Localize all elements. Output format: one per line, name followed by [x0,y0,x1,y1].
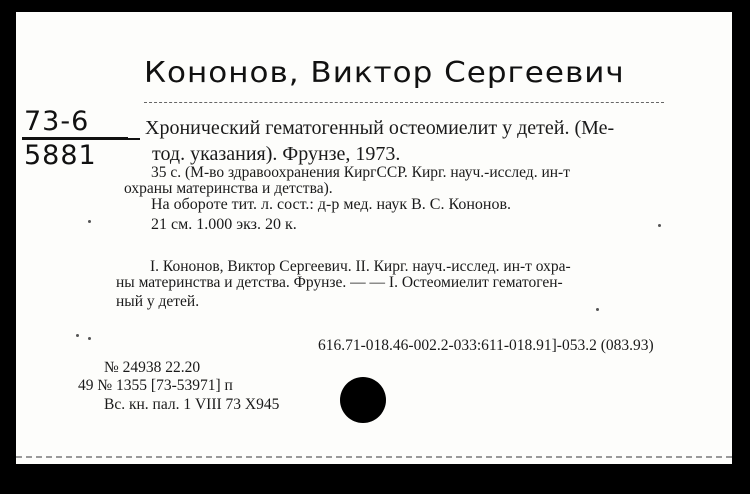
call-number-bottom: 5881 [24,140,97,171]
inventory-line-3: Вс. кн. пал. 1 VIII 73 Х945 [104,396,280,413]
ink-speck [658,224,661,227]
udc-classification: 616.71-018.46-002.2-033:611-018.91]-053.2 (083.93) [318,337,654,354]
catalog-card [16,12,732,464]
title-line-1: Хронический гематогенный остеомиелит у детей. (Ме- [145,117,615,139]
ink-speck [76,334,79,337]
handwritten-author-heading: Кононов, Виктор Сергеевич [144,56,625,90]
tracing-line-1: I. Кононов, Виктор Сергеевич. II. Кирг. науч.-исслед. ин-т охра- [150,258,571,275]
ink-speck [88,337,91,340]
inventory-line-1: № 24938 22.20 [104,359,201,376]
call-number-divider-tail [128,138,140,140]
ink-speck [596,308,599,311]
punched-hole [340,377,386,423]
author-dotted-line [144,102,664,103]
tracing-line-3: ный у детей. [116,293,200,310]
title-line-2: тод. указания). Фрунзе, 1973. [152,143,401,165]
inventory-line-2: 49 № 1355 [73-53971] п [78,377,233,394]
series-line: охраны материнства и детства). [124,180,333,197]
call-number-top: 73-6 [24,106,90,137]
note-line: На обороте тит. л. сост.: д-р мед. наук В. С. Кононов. [151,196,511,213]
collation-line: 35 с. (М-во здравоохранения КиргССР. Кирг. науч.-исслед. ин-т [151,164,570,181]
ink-speck [88,220,91,223]
size-price-line: 21 см. 1.000 экз. 20 к. [151,216,297,233]
tracing-line-2: ны материнства и детства. Фрунзе. — — I. Остеомиелит гематоген- [116,274,563,291]
